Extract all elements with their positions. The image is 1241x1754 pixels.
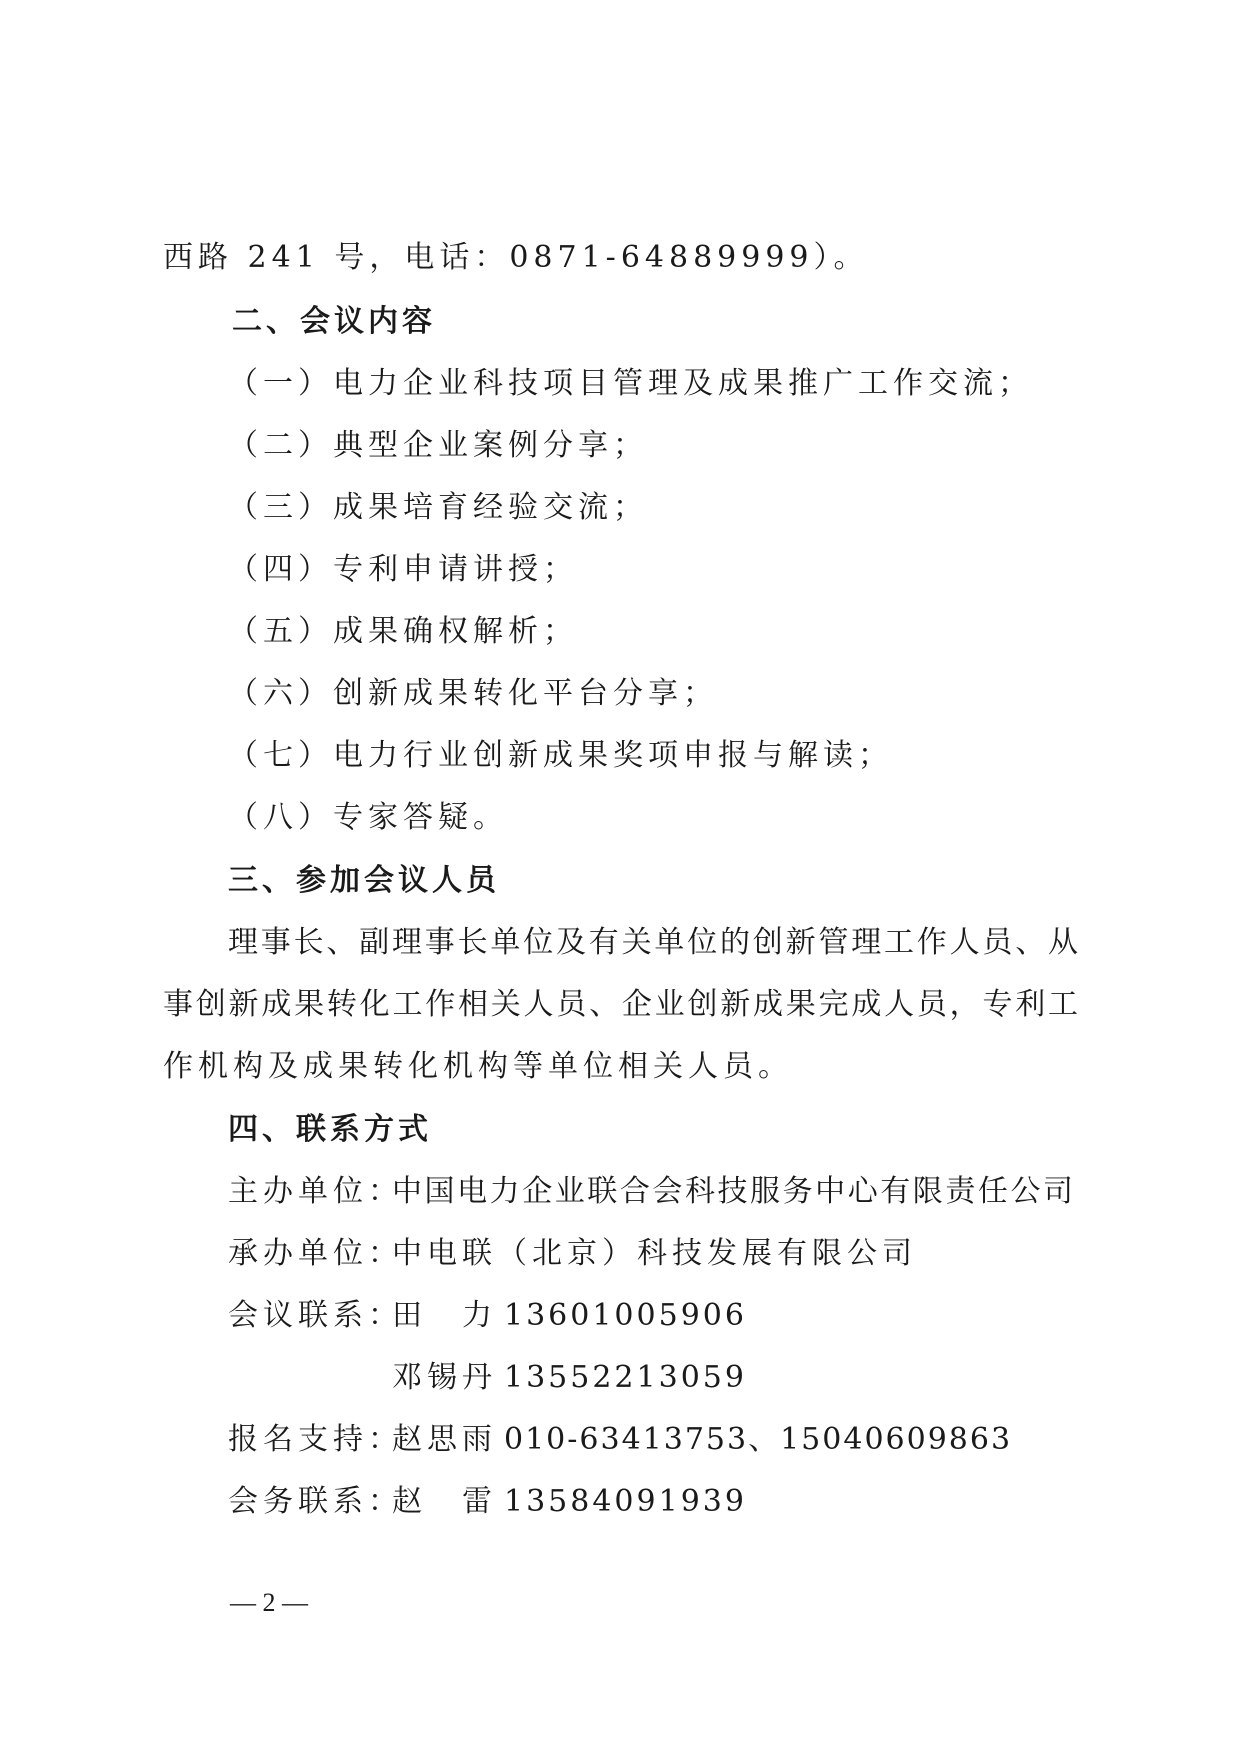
affairs-contact-label: 会务联系： [228,1484,403,1519]
meeting-contact-phone-2: 13552213059 [504,1360,747,1395]
section-heading-attendees: 三、参加会议人员 [228,863,500,898]
host-unit-label: 主办单位： [228,1174,403,1209]
content-item-8: （八）专家答疑。 [228,800,508,835]
section-heading-content: 二、会议内容 [232,304,436,339]
affairs-contact-name: 赵 雷 [392,1484,497,1519]
registration-label: 报名支持： [228,1422,403,1457]
address-continuation: 西路 241 号，电话：0871-64889999）。 [163,240,869,275]
page-number: — 2 — [230,1588,308,1617]
content-item-4: （四）专利申请讲授； [228,552,578,587]
meeting-contact-label: 会议联系： [228,1298,403,1333]
section-heading-contact: 四、联系方式 [228,1112,432,1147]
attendees-line-1: 理事长、副理事长单位及有关单位的创新管理工作人员、从 [228,925,1078,960]
host-unit-value: 中国电力企业联合会科技服务中心有限责任公司 [392,1174,1073,1209]
organizer-label: 承办单位： [228,1236,403,1271]
content-item-2: （二）典型企业案例分享； [228,428,648,463]
meeting-contact-name-2: 邓锡丹 [392,1360,497,1395]
content-item-3: （三）成果培育经验交流； [228,490,648,525]
content-item-7: （七）电力行业创新成果奖项申报与解读； [228,738,893,773]
affairs-contact-phone: 13584091939 [504,1484,747,1519]
content-item-1: （一）电力企业科技项目管理及成果推广工作交流； [228,366,1033,401]
content-item-6: （六）创新成果转化平台分享； [228,676,718,711]
attendees-line-3: 作机构及成果转化机构等单位相关人员。 [163,1049,793,1084]
meeting-contact-name-1: 田 力 [392,1298,497,1333]
content-item-5: （五）成果确权解析； [228,614,578,649]
meeting-contact-phone-1: 13601005906 [504,1298,747,1333]
registration-phone: 010-63413753、15040609863 [504,1422,1013,1457]
organizer-value: 中电联（北京）科技发展有限公司 [392,1236,917,1271]
registration-name: 赵思雨 [392,1422,497,1457]
attendees-line-2: 事创新成果转化工作相关人员、企业创新成果完成人员，专利工 [163,987,1078,1022]
